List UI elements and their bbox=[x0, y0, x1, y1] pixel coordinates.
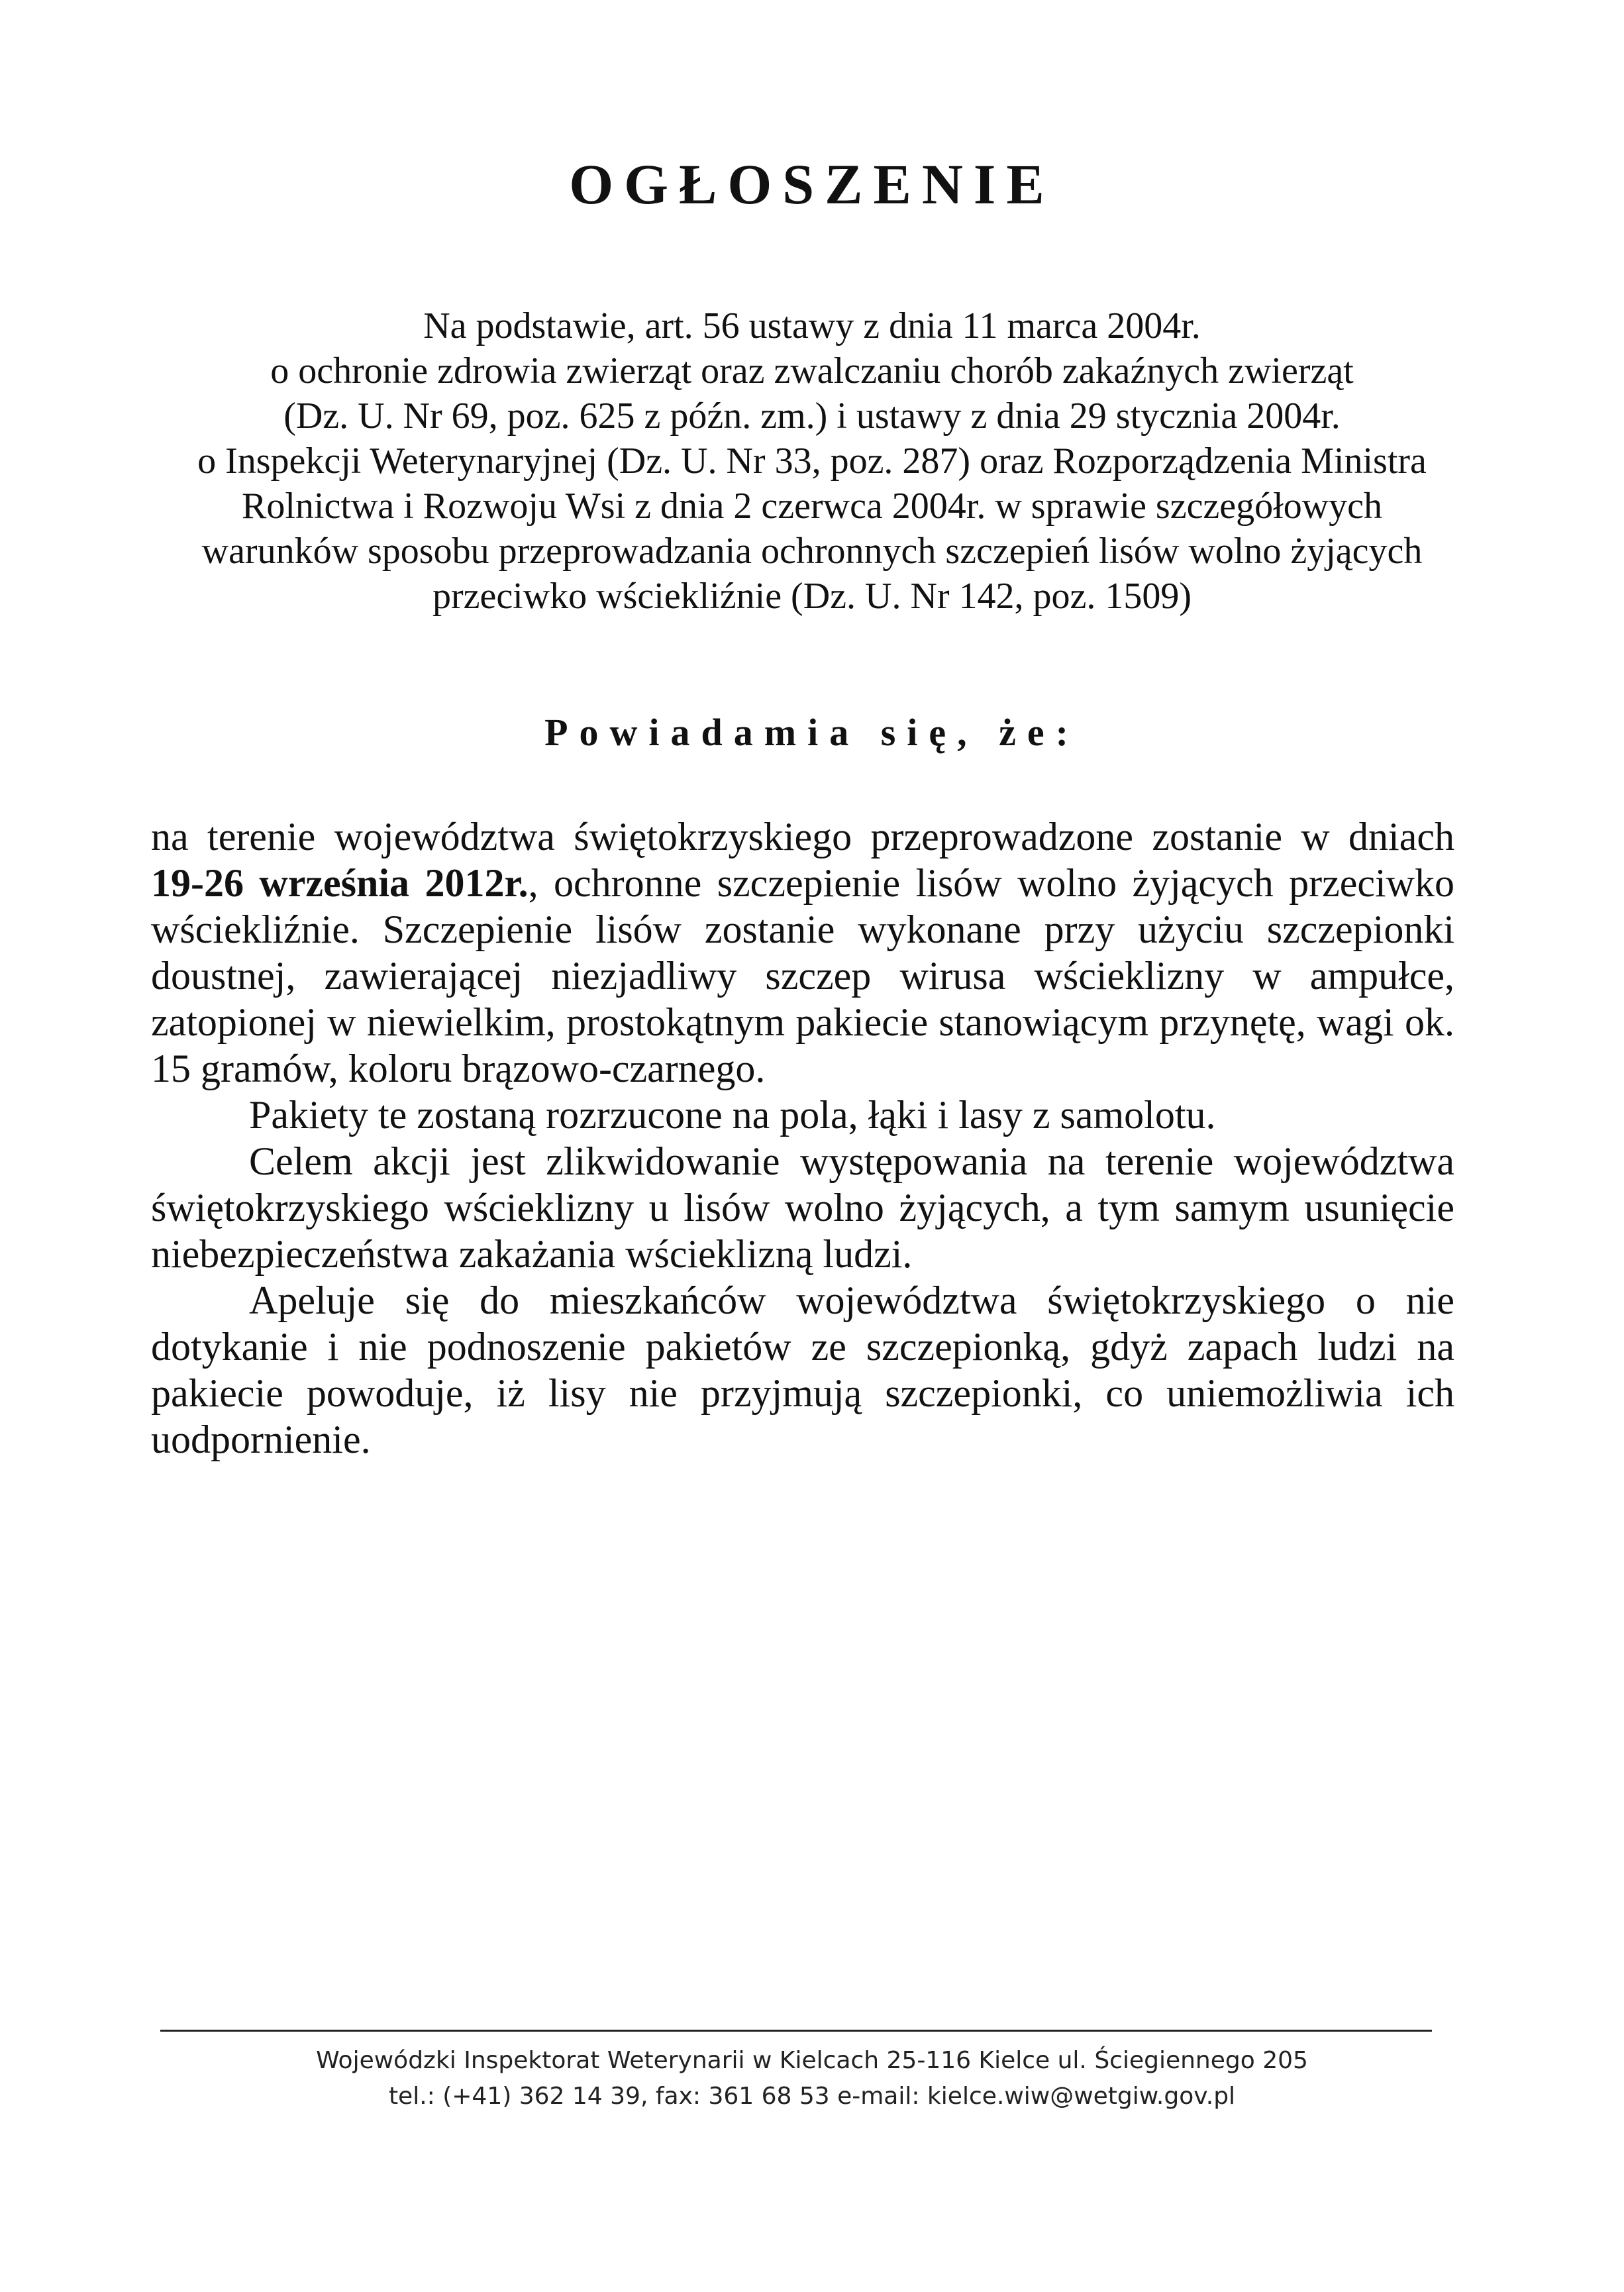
legal-basis-line: Na podstawie, art. 56 ustawy z dnia 11 marca 2004r. bbox=[423, 305, 1201, 346]
footer-contact bbox=[0, 2043, 1624, 2114]
legal-basis-line: przeciwko wściekliźnie (Dz. U. Nr 142, poz. 1509) bbox=[432, 576, 1192, 617]
footer-address: Wojewódzki Inspektorat Weterynarii w Kielcach 25-116 Kielce ul. Ściegiennego 205 bbox=[316, 2047, 1308, 2074]
footer-divider bbox=[160, 2030, 1432, 2032]
paragraph-appeal: Apeluje się do mieszkańców województwa świętokrzyskiego o nie dotykanie i nie podnoszenie pakietów ze szczepionką, gdyż zapach ludzi na pakiecie powoduje, iż lisy nie przyjmują szczepionki, co uniemożliwia ich uodpornienie. bbox=[151, 1278, 1454, 1461]
legal-basis-line: (Dz. U. Nr 69, poz. 625 z późn. zm.) i ustawy z dnia 29 stycznia 2004r. bbox=[283, 395, 1341, 437]
legal-basis-line: o Inspekcji Weterynaryjnej (Dz. U. Nr 33, poz. 287) oraz Rozporządzenia Ministra bbox=[197, 441, 1427, 482]
legal-basis-line: o ochronie zdrowia zwierząt oraz zwalczaniu chorób zakaźnych zwierząt bbox=[270, 350, 1354, 391]
legal-basis-line: warunków sposobu przeprowadzania ochronnych szczepień lisów wolno żyjących bbox=[201, 531, 1423, 572]
legal-basis bbox=[166, 303, 1458, 619]
paragraph-purpose: Celem akcji jest zlikwidowanie występowania na terenie województwa świętokrzyskiego wścieklizny u lisów wolno żyjących, a tym samym usunięcie niebezpieczeństwa zakażania wścieklizną ludzi. bbox=[151, 1139, 1454, 1276]
paragraph-text: na terenie województwa świętokrzyskiego przeprowadzone zostanie w dniach bbox=[151, 815, 1454, 859]
notice-heading: Powiadamia się, że: bbox=[544, 711, 1080, 754]
paragraph-text: , ochronne szczepienie lisów wolno żyjących przeciwko wściekliźnie. Szczepienie lisów zostanie wykonane przy użyciu szczepionki doustnej, zawierającej niezjadliwy szczep wirusa wścieklizny w ampułce, zatopionej w niewielkim, prostokątnym pakiecie stanowiącym przynętę, wagi ok. 15 gramów, koloru brązowo-czarnego. bbox=[151, 861, 1454, 1090]
vaccination-date: 19-26 września 2012r. bbox=[151, 861, 529, 905]
notice-body bbox=[151, 813, 1454, 1463]
footer-phone-email: tel.: (+41) 362 14 39, fax: 361 68 53 e-mail: kielce.wiw@wetgiw.gov.pl bbox=[388, 2083, 1236, 2110]
document-title: OGŁOSZENIE bbox=[569, 152, 1055, 216]
paragraph-distribution: Pakiety te zostaną rozrzucone na pola, łąki i lasy z samolotu. bbox=[249, 1093, 1216, 1137]
legal-basis-line: Rolnictwa i Rozwoju Wsi z dnia 2 czerwca 2004r. w sprawie szczegółowych bbox=[242, 486, 1382, 527]
paragraph-vaccination-info bbox=[151, 813, 1454, 1092]
